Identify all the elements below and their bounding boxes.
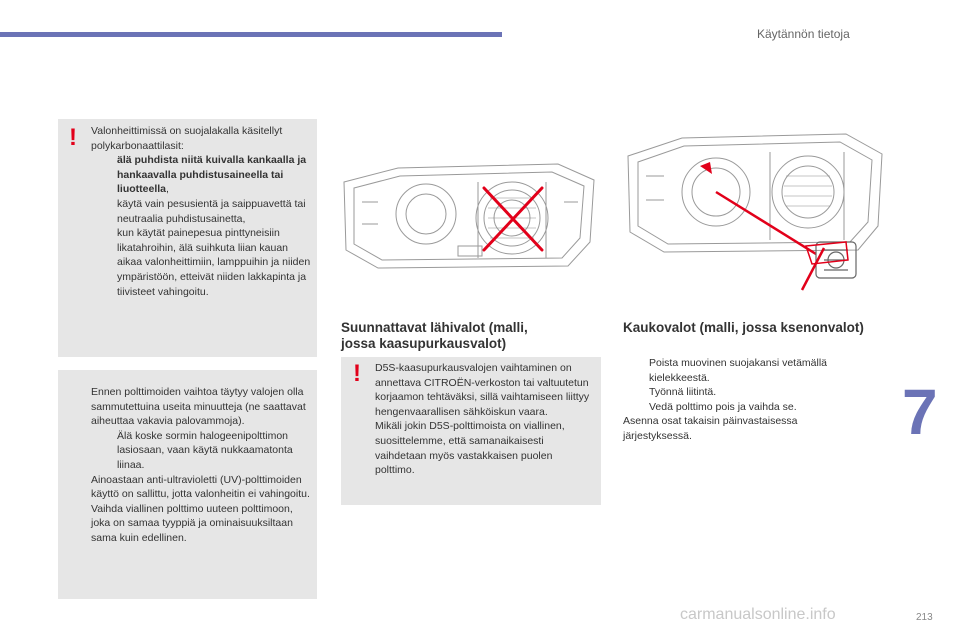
list-item: älä puhdista niitä kuivalla kankaalla ja hankaavalla puhdistusaineella tai liuotteella, <box>117 154 307 196</box>
info-paragraph: Ainoastaan anti-ultravioletti (UV)-polttimoiden käyttö on sallittu, jotta valonheitin ei vahingoitu. <box>91 473 310 501</box>
chapter-number: 7 <box>902 376 938 448</box>
warning-icon: ! <box>353 360 361 387</box>
lowbeam-title: Suunnattavat lähivalot (malli, jossa kaasupurkausvalot) <box>341 320 528 351</box>
info-paragraph: Vaihda viallinen polttimo uuteen polttimoon, joka on samaa tyyppiä ja ominaisuuksiltaan sama kuin edellinen. <box>91 502 293 544</box>
warning-text-d5s <box>375 361 595 478</box>
highbeam-footer: Asenna osat takaisin päinvastaisessa järjestyksessä. <box>623 415 798 442</box>
warning-icon: ! <box>69 124 77 151</box>
highbeam-steps <box>623 356 863 444</box>
warning-intro: Valonheittimissä on suojalakalla käsitellyt polykarbonaattilasit: <box>91 125 283 152</box>
list-item: Vedä polttimo pois ja vaihda se. <box>649 400 797 413</box>
list-item: kun käytät painepesua pinttyneisiin likatahroihin, älä suihkuta liian kauan aikaa valonheittimiin, lamppuihin ja niiden ympäristöön, etteivät niiden lakkapinta ja tiivisteet vahingoitu. <box>117 227 311 298</box>
list-item: Työnnä liitintä. <box>649 386 717 399</box>
list-item: käytä vain pesusientä ja saippuavettä tai neutraalia puhdistusainetta, <box>117 197 306 225</box>
warning-text-polycarbonate <box>91 124 313 299</box>
section-title: Käytännön tietoja <box>757 27 850 41</box>
highbeam-title: Kaukovalot (malli, jossa ksenonvalot) <box>623 320 864 335</box>
warning-paragraph: D5S-kaasupurkausvalojen vaihtaminen on annettava CITROËN-verkoston tai valtuutetun korjaamon tehtäväksi, sillä vaihtamiseen liittyy hengenvaarallisen sähköiskun vaara. <box>375 362 590 418</box>
headlamp-lowbeam-illustration <box>338 162 600 272</box>
info-text-bulb-change <box>91 385 313 546</box>
list-item: Älä koske sormin halogeenipolttimon lasiosaan, vaan käytä nukkaamatonta liinaa. <box>117 429 293 471</box>
warning-paragraph: Mikäli jokin D5S-polttimoista on viallinen, suosittelemme, että samanaikaisesti vaihdetaan myös vastakkaisen puolen polttimo. <box>375 420 565 477</box>
watermark: carmanualsonline.info <box>680 606 836 623</box>
headlamp-highbeam-illustration <box>620 130 890 295</box>
page-number: 213 <box>916 612 933 623</box>
info-paragraph: Ennen polttimoiden vaihtoa täytyy valojen olla sammutettuina useita minuutteja (ne saattavat aiheuttaa vakavia palovammoja). <box>91 386 306 428</box>
header-bar <box>0 32 502 37</box>
list-item: Poista muovinen suojakansi vetämällä kielekkeestä. <box>649 357 828 384</box>
